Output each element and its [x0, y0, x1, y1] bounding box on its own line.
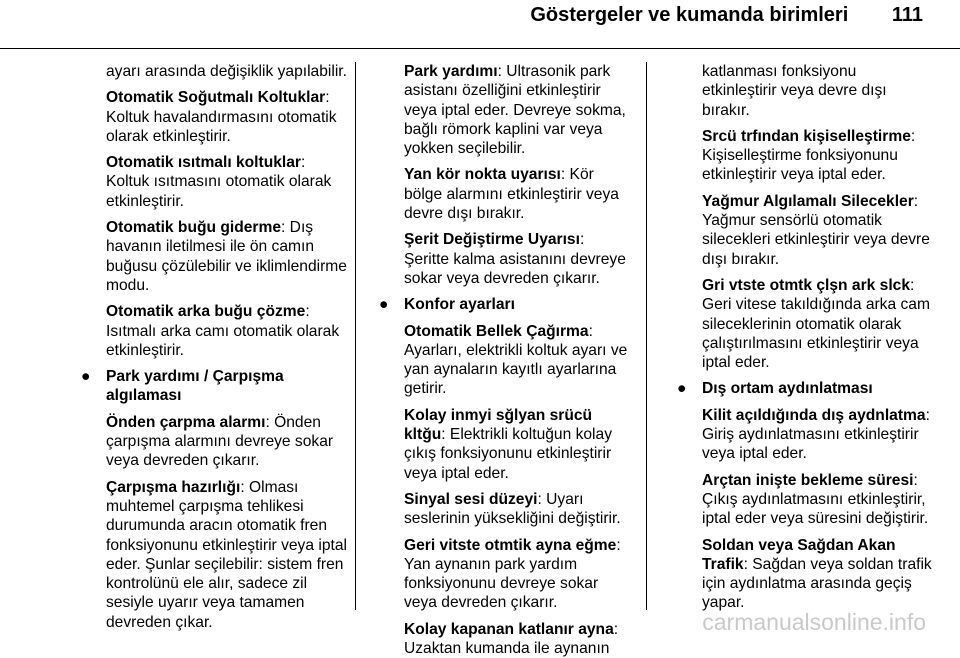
bullet-heading — [378, 295, 633, 314]
paragraph — [80, 413, 348, 471]
paragraph — [378, 230, 633, 288]
paragraph-text: : Geri vitese takıldığında arka cam sileceklerinin otomatik olarak çalıştırılmasını etkinleştirir veya iptal eder. — [702, 276, 930, 372]
paragraph — [378, 406, 633, 483]
column-divider — [646, 62, 647, 610]
term: Kilit açıldığında dış aydnlatma — [702, 406, 926, 424]
term: Otomatik Bellek Çağırma — [404, 322, 589, 340]
paragraph-text: : Dış havanın iletilmesi ile ön camın buğusu çözülebilir ve iklimlendirme modu. — [106, 219, 347, 294]
paragraph — [80, 153, 348, 211]
term: Otomatik arka buğu çözme — [106, 303, 306, 321]
column-left — [80, 62, 348, 632]
page-number: 111 — [891, 4, 923, 26]
paragraph-text: : Şeritte kalma asistanını devreye sokar veya devreden çıkarır. — [404, 231, 626, 287]
paragraph-text: ayarı arasında değişiklik yapılabilir. — [106, 63, 347, 80]
paragraph — [676, 127, 932, 185]
paragraph-text: : Olması muhtemel çarpışma tehlikesi durumunda aracın otomatik fren fonksiyonunu etkinleştirir veya iptal eder. Şunlar seçilebilir: sistem fren kontrolünü ele alır, sadece zil sesiyle uyarır veya tamamen devreden çıkar. — [106, 478, 347, 631]
bullet-icon: ● — [81, 368, 91, 386]
paragraph — [378, 620, 633, 658]
paragraph-text: : Koltuk havalandırmasını otomatik olarak etkinleştirir. — [106, 89, 337, 145]
paragraph-text: : Sağdan veya soldan trafik için aydınlatma arasında geçiş yapar. — [702, 555, 932, 612]
term: Gri vtste otmtk çlşn ark slck — [702, 276, 911, 294]
paragraph — [378, 322, 633, 399]
term: Soldan veya Sağdan Akan Trafik — [702, 536, 896, 573]
term: Çarpışma hazırlığı — [106, 478, 241, 496]
paragraph-text: : Elektrikli koltuğun kolay çıkış fonksiyonunu etkinleştirir veya iptal eder. — [404, 426, 612, 482]
paragraph — [378, 490, 633, 529]
paragraph-text: : Koltuk ısıtmasını otomatik olarak etkinleştirir. — [106, 154, 332, 210]
paragraph — [378, 165, 633, 223]
paragraph-text: : Kişiselleştirme fonksiyonunu etkinleştirir veya iptal eder. — [702, 127, 916, 184]
paragraph-text: : Yağmur sensörlü otomatik silecekleri etkinleştirir veya devre dışı bırakır. — [702, 192, 930, 268]
term: Şerit Değiştirme Uyarısı — [404, 231, 580, 249]
bullet-heading-text: Park yardımı / Çarpışma algılaması — [106, 368, 284, 405]
paragraph — [676, 276, 932, 372]
page-header — [0, 4, 923, 33]
paragraph-text: : Ayarları, elektrikli koltuk ayarı ve yan aynaların kayıtlı ayarlarına getirir. — [404, 322, 628, 398]
column-right — [676, 62, 932, 613]
term: Srcü trfından kişiselleştirme — [702, 127, 911, 145]
paragraph-text: : Ultrasonik park asistanı özelliğini etkinleştirir veya iptal eder. Devreye sokma, bağlı römork kaplini var veya yokken seçilebilir. — [404, 63, 626, 158]
paragraph-text: : Uzaktan kumanda ile aynanın — [404, 620, 619, 658]
bullet-icon: ● — [677, 380, 687, 398]
paragraph-text: katlanması fonksiyonu etkinleştirir veya devre dışı bırakır. — [702, 63, 887, 119]
paragraph — [80, 62, 348, 81]
watermark: carmanualsonline.info — [702, 609, 926, 635]
column-divider — [355, 62, 356, 610]
paragraph-text: : Uyarı seslerinin yüksekliğini değiştirir. — [404, 490, 621, 528]
paragraph — [378, 62, 633, 158]
page-title: Göstergeler ve kumanda birimleri — [530, 4, 849, 26]
paragraph — [80, 88, 348, 146]
term: Arçtan inişte bekleme süresi — [702, 471, 914, 489]
paragraph — [676, 471, 932, 529]
paragraph — [676, 192, 932, 269]
paragraph — [80, 218, 348, 295]
paragraph-text: : Çıkış aydınlatmasını etkinleştirir, iptal eder veya süresini değiştirir. — [702, 471, 929, 528]
bullet-icon: ● — [379, 296, 389, 314]
bullet-heading-text: Konfor ayarları — [404, 296, 515, 314]
term: Otomatik ısıtmalı koltuklar — [106, 154, 301, 172]
paragraph — [378, 536, 633, 613]
paragraph — [676, 62, 932, 120]
paragraph — [676, 406, 932, 464]
term: Kolay inmyi sğlyan srücü kltğu — [404, 406, 593, 444]
term: Sinyal sesi düzeyi — [404, 490, 538, 508]
paragraph-text: : Giriş aydınlatmasını etkinleştirir veya iptal eder. — [702, 406, 930, 463]
paragraph-text: : Isıtmalı arka camı otomatik olarak etkinleştirir. — [106, 303, 340, 359]
paragraph — [80, 478, 348, 632]
paragraph-text: : Kör bölge alarmını etkinleştirir veya devre dışı bırakır. — [404, 166, 619, 223]
term: Önden çarpma alarmı — [106, 413, 266, 431]
term: Kolay kapanan katlanır ayna — [404, 620, 614, 638]
bullet-heading — [676, 379, 932, 398]
term: Yağmur Algılamalı Silecekler — [702, 192, 914, 210]
paragraph — [80, 302, 348, 360]
paragraph — [676, 536, 932, 613]
bullet-heading — [80, 367, 348, 406]
term: Yan kör nokta uyarısı — [404, 166, 561, 184]
term: Otomatik Soğutmalı Koltuklar — [106, 89, 326, 107]
paragraph-text: : Önden çarpışma alarmını devreye sokar veya devreden çıkarır. — [106, 413, 334, 470]
term: Park yardımı — [404, 63, 498, 80]
term: Geri vitste otmtik ayna eğme — [404, 536, 617, 554]
paragraph-text: : Yan aynanın park yardım fonksiyonunu devreye sokar veya devreden çıkarır. — [404, 536, 621, 612]
bullet-heading-text: Dış ortam aydınlatması — [702, 380, 873, 398]
header-divider — [0, 48, 960, 49]
column-middle — [378, 62, 633, 658]
term: Otomatik buğu giderme — [106, 219, 282, 237]
